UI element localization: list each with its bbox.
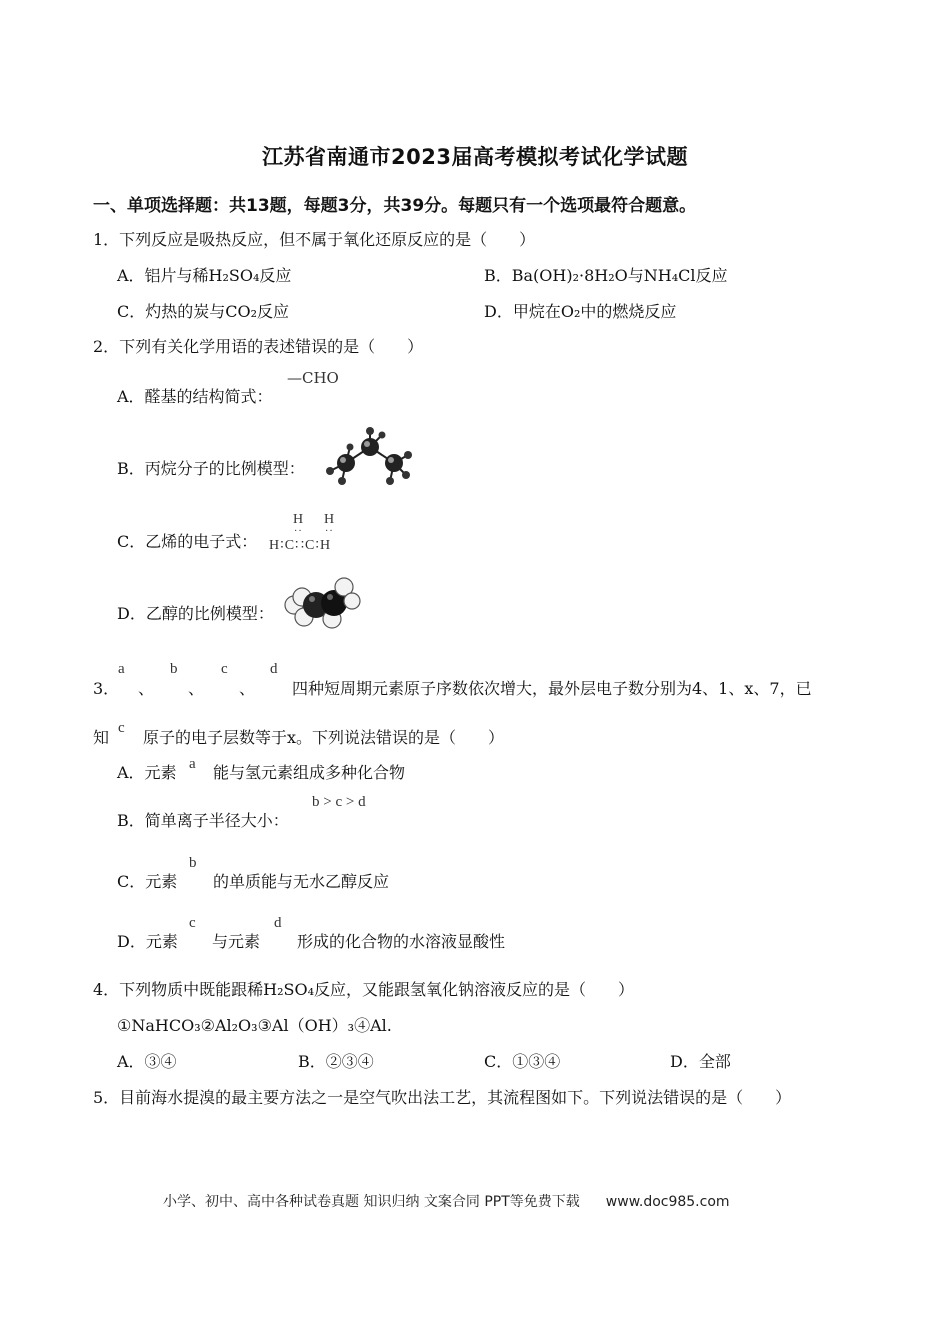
footer-text: 小学、初中、高中各种试卷真题 知识归纳 文案合同 PPT等免费下载 xyxy=(163,1194,580,1210)
footer xyxy=(163,1191,730,1211)
q3-var-a: a xyxy=(118,661,125,677)
q4-option-b: B．②③④ xyxy=(298,1052,374,1071)
q4-option-d: D．全部 xyxy=(670,1052,731,1071)
ethylene-h-top-1: H xyxy=(293,512,304,527)
q3-number: 3． xyxy=(93,679,120,698)
q3-option-d-prefix: D．元素 xyxy=(117,932,178,951)
q3-line2-text: 原子的电子层数等于x。下列说法错误的是（ ） xyxy=(143,728,505,747)
q3-option-c-text: 的单质能与无水乙醇反应 xyxy=(213,872,390,891)
ethylene-h-top-2: H xyxy=(324,512,335,527)
q3-option-b-formula: b > c > d xyxy=(312,794,366,810)
aldehyde-formula: —CHO xyxy=(287,369,339,387)
ethanol-model-image xyxy=(282,575,362,631)
q3-option-d-mid: 与元素 xyxy=(212,932,261,951)
q3-option-a-var: a xyxy=(189,756,196,772)
q3-option-c-prefix: C．元素 xyxy=(117,872,178,891)
q3-option-a-text: 能与氢元素组成多种化合物 xyxy=(213,763,406,782)
q3-line2-var-c: c xyxy=(118,720,125,736)
q1-option-b: B．Ba(OH)₂·8H₂O与NH₄Cl反应 xyxy=(484,266,728,285)
q3-var-b: b xyxy=(170,661,178,677)
q3-option-d-var-d: d xyxy=(274,915,282,931)
q3-line2-prefix: 知 xyxy=(93,728,110,747)
q5-stem: 5．目前海水提溴的最主要方法之一是空气吹出法工艺，其流程图如下。下列说法错误的是（ ） xyxy=(93,1088,792,1107)
q3-option-b-prefix: B．简单离子半径大小： xyxy=(117,811,289,830)
q2-option-b: B．丙烷分子的比例模型： xyxy=(117,459,305,478)
q3-var-d: d xyxy=(270,661,278,677)
q3-sep-1: 、 xyxy=(138,679,155,698)
ethylene-dots-2: ·· xyxy=(325,526,334,537)
q3-option-d-var-c: c xyxy=(189,915,196,931)
q2-stem: 2．下列有关化学用语的表述错误的是（ ） xyxy=(93,337,424,356)
ethylene-dots-1: ·· xyxy=(294,526,303,537)
page-title: 江苏省南通市2023届高考模拟考试化学试题 xyxy=(262,145,688,169)
q3-stem: 四种短周期元素原子序数依次增大，最外层电子数分别为4、1、x、7，已 xyxy=(292,679,812,698)
propane-model-image xyxy=(320,425,415,487)
q1-option-d: D．甲烷在O₂中的燃烧反应 xyxy=(484,302,677,321)
q4-stem: 4．下列物质中既能跟稀H₂SO₄反应，又能跟氢氧化钠溶液反应的是（ ） xyxy=(93,980,635,999)
q3-option-a-prefix: A．元素 xyxy=(117,763,177,782)
q4-items: ①NaHCO₃②Al₂O₃③Al（OH）₃④Al. xyxy=(117,1016,392,1035)
q3-sep-2: 、 xyxy=(188,679,205,698)
q3-var-c: c xyxy=(221,661,228,677)
ethylene-electron-formula: H∶C∷C∶H xyxy=(269,538,332,553)
q2-option-a: A．醛基的结构简式： xyxy=(117,387,273,406)
q2-option-c: C．乙烯的电子式： xyxy=(117,532,258,551)
section-heading: 一、单项选择题：共13题，每题3分，共39分。每题只有一个选项最符合题意。 xyxy=(93,196,697,216)
q1-stem: 1．下列反应是吸热反应，但不属于氧化还原反应的是（ ） xyxy=(93,230,536,249)
q4-option-c: C．①③④ xyxy=(484,1052,561,1071)
q1-option-a: A．铝片与稀H₂SO₄反应 xyxy=(117,266,292,285)
q3-sep-3: 、 xyxy=(239,679,256,698)
q1-option-c: C．灼热的炭与CO₂反应 xyxy=(117,302,290,321)
q2-option-d: D．乙醇的比例模型： xyxy=(117,604,274,623)
q3-option-d-text: 形成的化合物的水溶液显酸性 xyxy=(297,932,506,951)
footer-url[interactable]: www.doc985.com xyxy=(605,1194,730,1210)
q3-option-c-var: b xyxy=(189,855,197,871)
q4-option-a: A．③④ xyxy=(117,1052,177,1071)
